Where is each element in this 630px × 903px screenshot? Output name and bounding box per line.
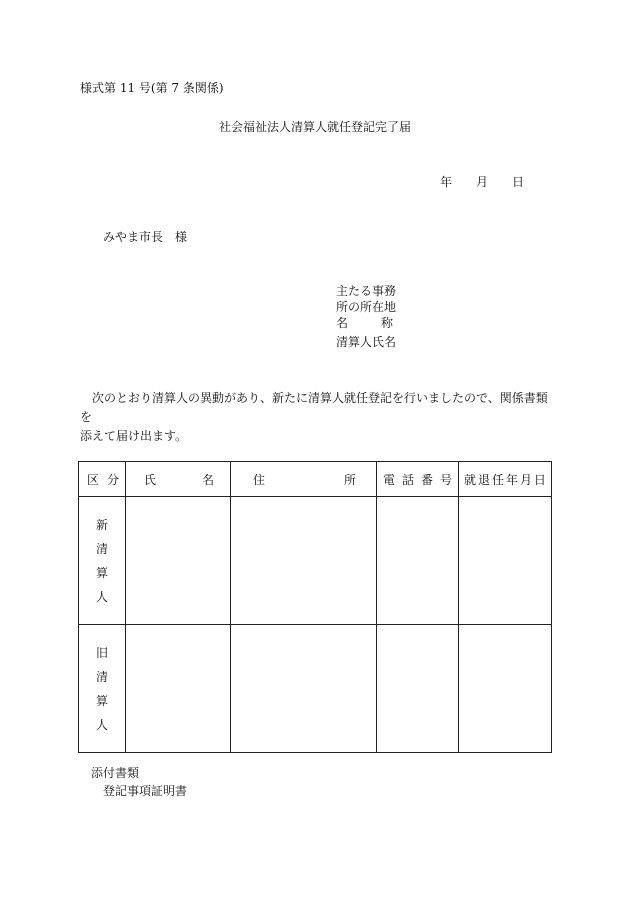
table-row-old-liquidator — [79, 625, 552, 753]
header-char: 任 — [491, 472, 504, 487]
date-month-label: 月 — [476, 175, 489, 189]
old-name-cell[interactable] — [126, 625, 231, 753]
header-char: 話 — [401, 472, 414, 487]
header-char: 番 — [420, 472, 433, 487]
table-header-row — [79, 462, 552, 497]
attachment-item: 登記事項証明書 — [103, 784, 188, 798]
header-char: 就 — [464, 472, 477, 487]
row-label-old — [79, 625, 126, 753]
header-char: 年 — [505, 472, 518, 487]
header-char: 分 — [106, 472, 119, 487]
row-label-char: 清 — [95, 541, 108, 556]
header-char: 日 — [533, 472, 546, 487]
row-label-char: 旧 — [95, 645, 108, 660]
header-char: 氏 — [144, 472, 157, 487]
body-line: 次のとおり清算人の異動があり、新たに清算人就任登記を行いましたので、関係書類を — [80, 391, 548, 424]
form-number: 様式第 11 号(第 7 条関係) — [80, 81, 224, 95]
new-address-cell[interactable] — [231, 497, 377, 625]
document-title: 社会福祉法人清算人就任登記完了届 — [218, 120, 411, 134]
row-label-char: 算 — [95, 565, 108, 580]
body-line: 添えて届け出ます。 — [80, 429, 188, 443]
header-char: 名 — [201, 472, 214, 487]
header-address — [231, 462, 377, 497]
liquidator-name-label: 清算人氏名 — [336, 335, 397, 349]
office-label: 主たる事務 — [336, 284, 397, 298]
header-char: 電 — [383, 472, 396, 487]
new-name-cell[interactable] — [126, 497, 231, 625]
attachments-title: 添付書類 — [91, 766, 140, 780]
addressee: みやま市長 様 — [103, 230, 188, 244]
header-phone — [377, 462, 459, 497]
corporation-name-label — [336, 315, 393, 331]
header-char: 所 — [343, 472, 356, 487]
header-category — [79, 462, 126, 497]
body-text — [80, 389, 550, 446]
row-label-char: 人 — [95, 589, 108, 604]
row-label-char: 新 — [95, 517, 108, 532]
header-char: 月 — [519, 472, 532, 487]
liquidator-table — [78, 461, 552, 753]
old-phone-cell[interactable] — [377, 625, 459, 753]
name-label-char: 称 — [381, 316, 394, 330]
header-char: 住 — [253, 472, 266, 487]
new-phone-cell[interactable] — [377, 497, 459, 625]
table-row-new-liquidator — [79, 497, 552, 625]
header-char: 号 — [439, 472, 452, 487]
old-date-cell[interactable] — [459, 625, 552, 753]
new-date-cell[interactable] — [459, 497, 552, 625]
date-year-label: 年 — [440, 175, 453, 189]
header-name — [126, 462, 231, 497]
office-address-label: 所の所在地 — [336, 300, 397, 314]
header-char: 退 — [477, 472, 490, 487]
row-label-new — [79, 497, 126, 625]
row-label-char: 清 — [95, 669, 108, 684]
header-char: 区 — [87, 472, 100, 487]
old-address-cell[interactable] — [231, 625, 377, 753]
row-label-char: 算 — [95, 693, 108, 708]
name-label-char: 名 — [336, 316, 349, 330]
header-dates — [459, 462, 552, 497]
date-day-label: 日 — [512, 175, 525, 189]
row-label-char: 人 — [95, 717, 108, 732]
